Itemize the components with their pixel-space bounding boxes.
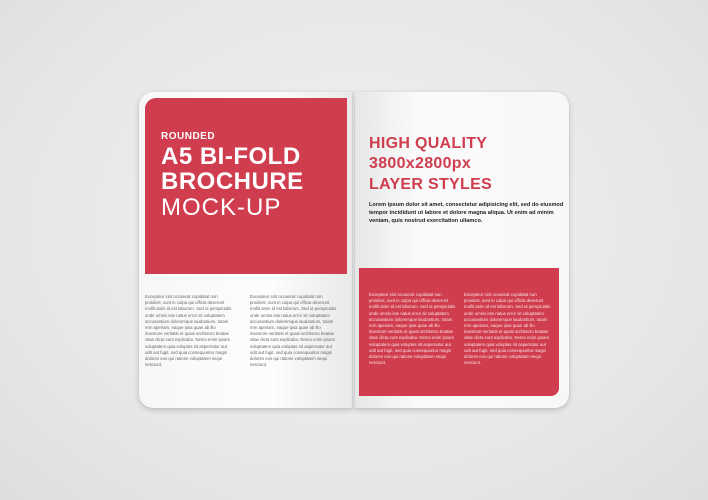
brochure-mockup: [139, 92, 570, 408]
right-page: [355, 92, 569, 408]
right-heading-line3: LAYER STYLES: [369, 176, 493, 193]
cover-label: ROUNDED: [161, 131, 216, 142]
right-body-column-1: Excepteur sint occaecat cupidatat non proident, sunt in culpa qui officia deserunt mollit anim id est laborum. Sed ut perspiciatis unde omnis iste natus error sit voluptatem accusantium doloremque laudantium, totam rem aperiam, eaque ipsa quae ab illo inventore veritatis et quasi architecto beatae vitae dicta sunt explicabo. Nemo enim ipsam voluptatem quia voluptas sit aspernatur aut odit aut fugit, sed quia consequuntur magni dolores eos qui ratione voluptatem sequi nesciunt.: [369, 292, 456, 366]
right-red-block: [359, 268, 559, 396]
right-body-column-2: Excepteur sint occaecat cupidatat non proident, sunt in culpa qui officia deserunt mollit anim id est laborum. Sed ut perspiciatis unde omnis iste natus error sit voluptatem accusantium doloremque laudantium, totam rem aperiam, eaque ipsa quae ab illo inventore veritatis et quasi architecto beatae vitae dicta sunt explicabo. Nemo enim ipsam voluptatem quia voluptas sit aspernatur aut odit aut fugit, sed quia consequuntur magni dolores eos qui ratione voluptatem sequi nesciunt.: [464, 292, 551, 366]
left-body-column-1: Excepteur sint occaecat cupidatat non proident, sunt in culpa qui officia deserunt mollit anim id est laborum. Sed ut perspiciatis unde omnis iste natus error sit voluptatem accusantium doloremque laudantium, totam rem aperiam, eaque ipsa quae ab illo inventore veritatis et quasi architecto beatae vitae dicta sunt explicabo. Nemo enim ipsam voluptatem quia voluptas sit aspernatur aut odit aut fugit, sed quia consequuntur magni dolores eos qui ratione voluptatem sequi nesciunt.: [145, 294, 232, 368]
cover-red-block: [145, 98, 347, 274]
cover-title-line3: MOCK-UP: [161, 194, 282, 221]
left-body-column-2: Excepteur sint occaecat cupidatat non proident, sunt in culpa qui officia deserunt mollit anim id est laborum. Sed ut perspiciatis unde omnis iste natus error sit voluptatem accusantium doloremque laudantium, totam rem aperiam, eaque ipsa quae ab illo inventore veritatis et quasi architecto beatae vitae dicta sunt explicabo. Nemo enim ipsam voluptatem quia voluptas sit aspernatur aut odit aut fugit, sed quia consequuntur magni dolores eos qui ratione voluptatem sequi nesciunt.: [250, 294, 337, 368]
cover-title-line2: BROCHURE: [161, 168, 304, 195]
right-intro-text: Lorem ipsum dolor sit amet, consectetur adipisicing elit, sed do eiusmod tempor incididunt ut labore et dolore magna aliqua. Ut enim ad minim veniam, quis nostrud exercitation ullamco.: [369, 202, 564, 224]
left-page: [139, 92, 353, 408]
right-heading-line1: HIGH QUALITY: [369, 135, 488, 152]
right-heading-line2: 3800x2800px: [369, 155, 472, 172]
cover-title-line1: A5 BI-FOLD: [161, 143, 301, 170]
